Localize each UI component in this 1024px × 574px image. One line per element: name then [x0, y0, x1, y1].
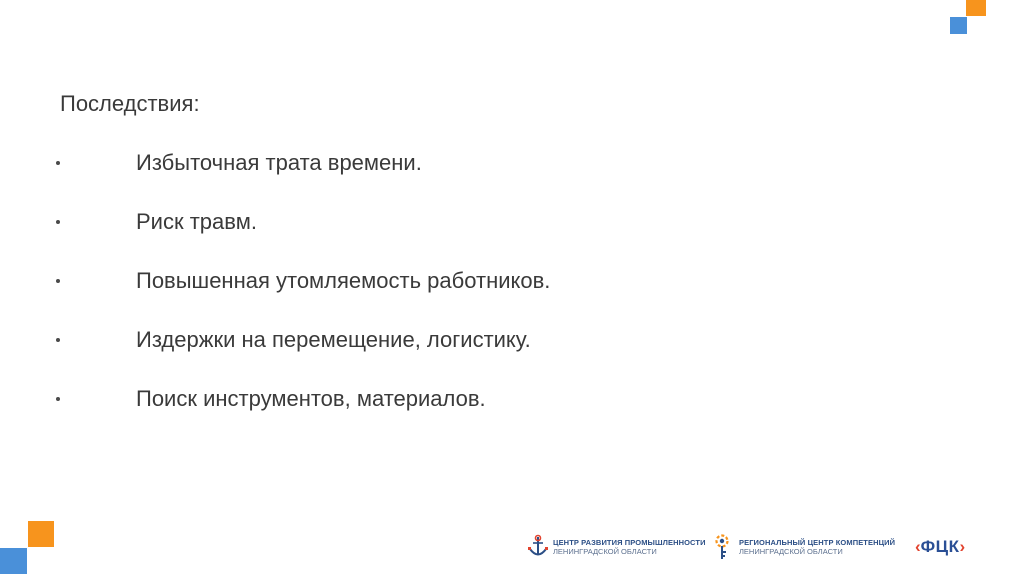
- gear-key-emblem-icon: [713, 533, 735, 561]
- logo-regional-competence-center: [713, 530, 895, 564]
- logo-industry-development-center: [527, 530, 706, 564]
- bullet-dot-icon: [56, 397, 60, 401]
- bullet-text: Избыточная трата времени.: [136, 150, 422, 175]
- logo-fck: [915, 530, 965, 564]
- logo-cpp-text: [553, 538, 706, 556]
- bullet-text: Повышенная утомляемость работников.: [136, 268, 551, 293]
- bullet-dot-icon: [56, 220, 60, 224]
- bullet-dot-icon: [56, 338, 60, 342]
- slide-heading: Последствия:: [60, 91, 200, 116]
- decor-square-orange-bottom: [28, 521, 54, 547]
- logo-rck-line2: ЛЕНИНГРАДСКОЙ ОБЛАСТИ: [739, 547, 843, 556]
- bullet-dot-icon: [56, 279, 60, 283]
- decor-square-blue-bottom: [0, 548, 27, 574]
- bullet-dot-icon: [56, 161, 60, 165]
- anchor-emblem-icon: [527, 533, 549, 561]
- logo-cpp-line1: ЦЕНТР РАЗВИТИЯ ПРОМЫШЛЕННОСТИ: [553, 538, 706, 547]
- logo-fck-wordmark: [915, 537, 965, 557]
- bullet-text: Издержки на перемещение, логистику.: [136, 327, 531, 352]
- chevron-left-icon: ‹: [915, 537, 921, 556]
- decor-square-blue-top: [950, 17, 967, 34]
- chevron-right-icon: ›: [959, 537, 966, 556]
- logo-rck-line1: РЕГИОНАЛЬНЫЙ ЦЕНТР КОМПЕТЕНЦИЙ: [739, 538, 896, 547]
- logo-fck-text: ФЦК: [920, 537, 960, 556]
- bullet-text: Поиск инструментов, материалов.: [136, 386, 486, 411]
- logo-rck-text: [739, 538, 895, 556]
- logo-cpp-line2: ЛЕНИНГРАДСКОЙ ОБЛАСТИ: [553, 547, 657, 556]
- decor-square-orange-top: [966, 0, 986, 16]
- bullet-text: Риск травм.: [136, 209, 257, 234]
